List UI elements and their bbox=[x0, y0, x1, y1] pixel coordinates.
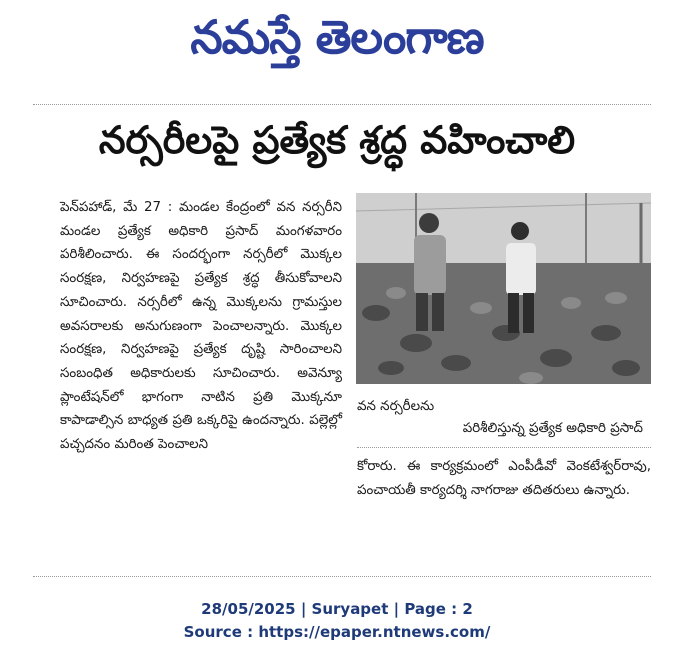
caption-divider bbox=[357, 447, 651, 448]
footer-date-edition-page: 28/05/2025 | Suryapet | Page : 2 bbox=[201, 600, 473, 618]
article-photo bbox=[356, 193, 651, 384]
photo-caption-line-2: పరిశీలిస్తున్న ప్రత్యేక అధికారి ప్రసాద్ bbox=[462, 421, 643, 436]
photo-caption bbox=[357, 396, 651, 440]
photo-caption-line-1: వన నర్సరీలను bbox=[357, 399, 435, 414]
masthead-divider bbox=[33, 104, 651, 105]
article-headline: నర్సరీలపై ప్రత్యేక శ్రద్ధ వహించాలి bbox=[98, 118, 576, 162]
newspaper-masthead: నమస్తే తెలంగాణ bbox=[190, 10, 484, 64]
footer-source-link[interactable]: Source : https://epaper.ntnews.com/ bbox=[183, 623, 491, 641]
footer-divider bbox=[33, 576, 651, 577]
article-body-right-text: కోరారు. ఈ కార్యక్రమంలో ఎంపీడీవో వెంకటేశ్వర్‌రావు, పంచాయతీ కార్యదర్శి నాగరాజు తదితరులు ఉన్నారు. bbox=[357, 459, 651, 498]
article-body-right-column bbox=[357, 455, 651, 502]
article-body-left-text: పెన్‌పహాడ్, మే 27 : మండల కేంద్రంలో వన నర్సరీని మండల ప్రత్యేక అధికారి ప్రసాద్ మంగళవారం పరిశీలించారు. ఈ సందర్భంగా నర్సరీలో మొక్కల సంరక్షణ, నిర్వహణపై ప్రత్యేక శ్రద్ధ తీసుకోవాలని సూచించారు. నర్సరీలో ఉన్న మొక్కలను గ్రామస్తుల అవసరాలకు అనుగుణంగా పెంచాలన్నారు. మొక్కల సంరక్షణ, నిర్వహణపై ప్రత్యేక దృష్టి సారించాలని సంబంధిత అధికారులకు సూచించారు. అవెన్యూ ప్లాంటేషన్‌లో భాగంగా నాటిన ప్రతి మొక్కనూ కాపాడాల్సిన బాధ్యత ప్రతి ఒక్కరిపై ఉందన్నారు. పల్లెల్లో పచ్చదనం మరింత పెంచాలని bbox=[60, 200, 342, 453]
nursery-photo-image bbox=[356, 193, 651, 384]
article-body-left-column bbox=[60, 196, 342, 457]
